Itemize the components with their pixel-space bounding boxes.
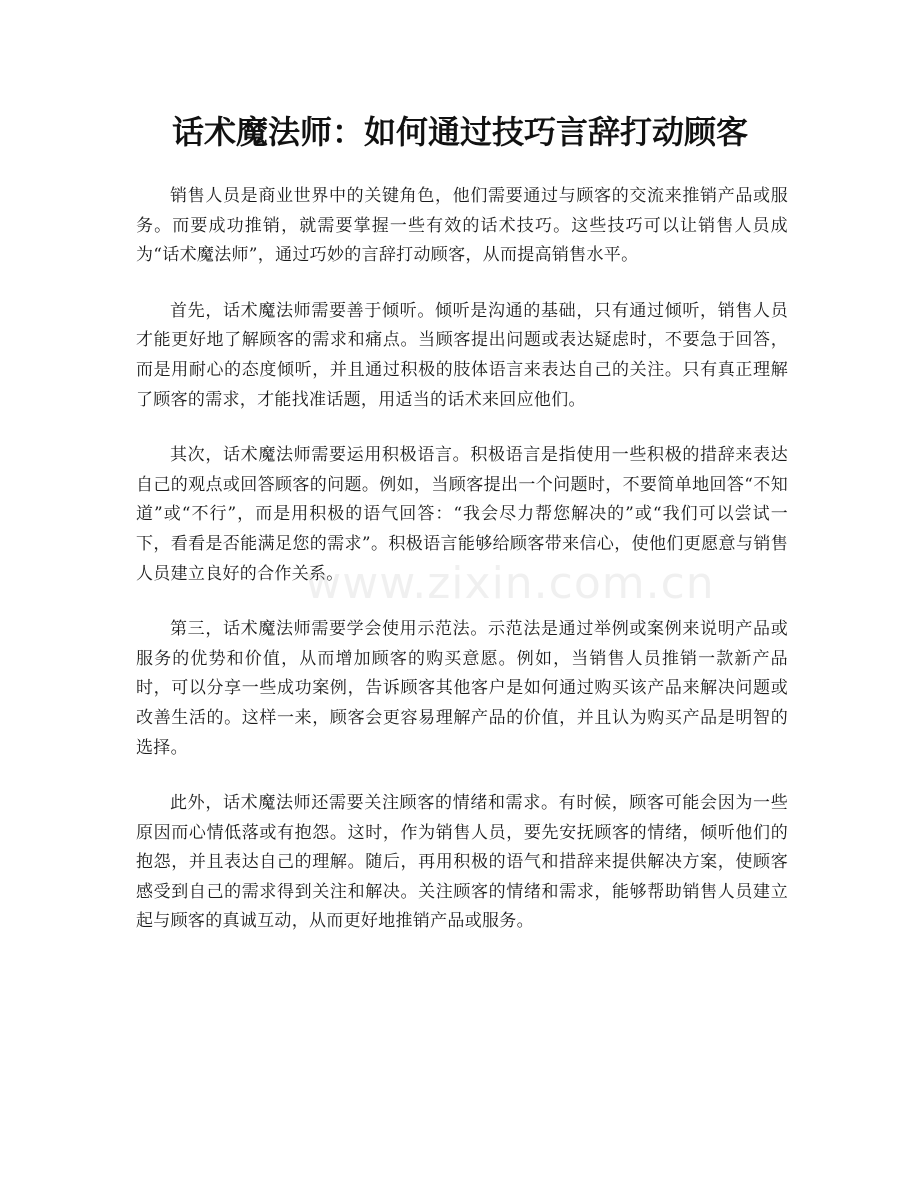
paragraph-listening: 首先，话术魔法师需要善于倾听。倾听是沟通的基础，只有通过倾听，销售人员才能更好地了解顾客的需求和痛点。当顾客提出问题或表达疑虑时，不要急于回答，而是用耐心的态度倾听，并且通过积极的肢体语言来表达自己的关注。只有真正理解了顾客的需求，才能找准话题，用适当的话术来回应他们。 xyxy=(136,300,788,410)
watermark: www.zixin.com.cn xyxy=(305,558,715,609)
paragraph-emotions: 此外，话术魔法师还需要关注顾客的情绪和需求。有时候，顾客可能会因为一些原因而心情低落或有抱怨。这时，作为销售人员，要先安抚顾客的情绪，倾听他们的抱怨，并且表达自己的理解。随后，再用积极的语气和措辞来提供解决方案，使顾客感受到自己的需求得到关注和解决。关注顾客的情绪和需求，能够帮助销售人员建立起与顾客的真诚互动，从而更好地推销产品或服务。 xyxy=(136,793,788,932)
paragraph-demonstration: 第三，话术魔法师需要学会使用示范法。示范法是通过举例或案例来说明产品或服务的优势和价值，从而增加顾客的购买意愿。例如，当销售人员推销一款新产品时，可以分享一些成功案例，告诉顾客其他客户是如何通过购买该产品来解决问题或改善生活的。这样一来，顾客会更容易理解产品的价值，并且认为购买产品是明智的选择。 xyxy=(136,619,788,758)
page-title: 话术魔法师：如何通过技巧言辞打动顾客 xyxy=(171,113,748,151)
paragraph-positive-language: 其次，话术魔法师需要运用积极语言。积极语言是指使用一些积极的措辞来表达自己的观点或回答顾客的问题。例如，当顾客提出一个问题时，不要简单地回答“不知道”或“不行”，而是用积极的语气回答：“我会尽力帮您解决的”或“我们可以尝试一下，看看是否能满足您的需求”。积极语言能够给顾客带来信心，使他们更愿意与销售人员建立良好的合作关系。 xyxy=(136,445,788,584)
document-body xyxy=(136,182,788,963)
paragraph-intro: 销售人员是商业世界中的关键角色，他们需要通过与顾客的交流来推销产品或服务。而要成功推销，就需要掌握一些有效的话术技巧。这些技巧可以让销售人员成为“话术魔法师”，通过巧妙的言辞打动顾客，从而提高销售水平。 xyxy=(136,186,788,266)
